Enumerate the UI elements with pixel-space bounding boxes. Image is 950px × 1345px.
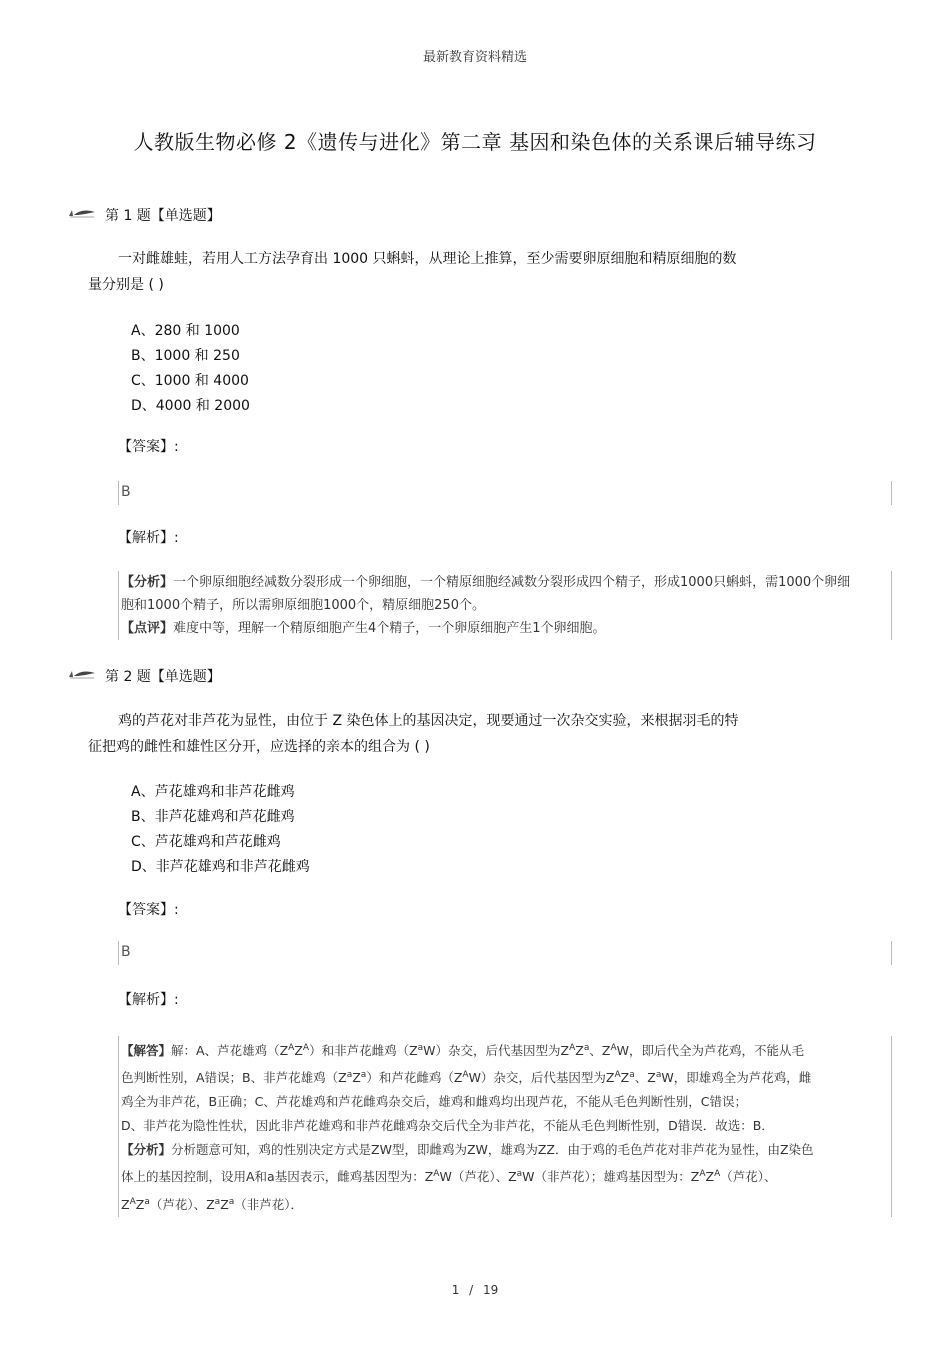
question-2-option-d: D、非芦花雄鸡和非芦花雌鸡: [131, 859, 310, 875]
explanation-line: $Z^AZ^a$（芦花）、$Z^aZ^a$（非芦花）．: [121, 1196, 304, 1212]
question-1-answer-box: [118, 481, 892, 505]
question-2-answer-label: 【答案】:: [118, 902, 179, 918]
question-2-answer-value: B: [121, 944, 131, 960]
document-title: 人教版生物必修 2《遗传与进化》第二章 基因和染色体的关系课后辅导练习: [133, 130, 817, 154]
page-current: 1: [451, 1283, 460, 1297]
explanation-line: 【分析】分析题意可知，鸡的性别决定方式是ZW型，即雌鸡为ZW，雄鸡为ZZ．由于鸡的毛色芦花对非芦花为显性，由Z染色: [121, 1142, 814, 1158]
page-total: 19: [483, 1283, 499, 1297]
question-1-explanation-box: [118, 571, 892, 640]
question-1-stem-line2: 量分别是 ( ): [88, 277, 164, 293]
question-1-option-b: B、1000 和 250: [131, 348, 240, 364]
question-2-answer-box: [118, 941, 892, 965]
question-2-option-c: C、芦花雄鸡和芦花雌鸡: [131, 834, 281, 850]
explanation-line: 【点评】难度中等，理解一个精原细胞产生4个精子，一个卵原细胞产生1个卵细胞。: [121, 621, 606, 636]
question-1-heading: 第 1 题【单选题】: [105, 208, 221, 224]
quill-pen-icon: [68, 206, 96, 218]
question-1-answer-label: 【答案】:: [118, 439, 179, 455]
question-1-option-a: A、280 和 1000: [131, 323, 240, 339]
explanation-line: 体上的基因控制，设用A和a基因表示，雌鸡基因型为：$Z^AW$（芦花）、$Z^aW$（非芦花）；雄鸡基因型为：$Z^AZ^A$（芦花）、: [121, 1169, 777, 1185]
explanation-line: 胞和1000个精子，所以需卵原细胞1000个，精原细胞250个。: [121, 598, 485, 613]
question-2-option-b: B、非芦花雄鸡和芦花雌鸡: [131, 809, 295, 825]
explanation-line: D、非芦花为隐性性状，因此非芦花雄鸡和非芦花雌鸡杂交后代全为非芦花，不能从毛色判断性别，D错误．故选：B．: [121, 1118, 774, 1134]
question-1-answer-value: B: [121, 484, 131, 500]
question-2-option-a: A、芦花雄鸡和非芦花雌鸡: [131, 784, 295, 800]
question-1-stem-line1: 一对雌雄蛙，若用人工方法孕育出 1000 只蝌蚪，从理论上推算，至少需要卵原细胞和精原细胞的数: [118, 251, 737, 267]
explanation-line: 色判断性别，A错误；B、非芦花雄鸡$(Z^aZ^a)$和芦花雌鸡$(Z^AW)$杂交，后代基因型为$Z^AZ^a$、$Z^aW$，即雄鸡全为芦花鸡，雌: [121, 1070, 812, 1086]
page-header-text: 最新教育资料精选: [422, 50, 527, 65]
question-2-explanation-label: 【解析】:: [118, 992, 179, 1008]
question-1-option-d: D、4000 和 2000: [131, 398, 250, 414]
quill-pen-icon: [68, 667, 96, 679]
page-number: [0, 1283, 950, 1297]
explanation-line: 【解答】解：A、芦花雄鸡$(Z^AZ^A)$和非芦花雌鸡$(Z^aW)$杂交，后代基因型为$Z^AZ^a$、$Z^AW$，即后代全为芦花鸡，不能从毛: [121, 1043, 804, 1059]
page-separator: /: [469, 1283, 474, 1297]
question-2-stem-line1: 鸡的芦花对非芦花为显性，由位于 Z 染色体上的基因决定，现要通过一次杂交实验，来根据羽毛的特: [118, 713, 739, 729]
question-2-explanation-box: [118, 1036, 892, 1217]
explanation-line: 【分析】一个卵原细胞经减数分裂形成一个卵细胞，一个精原细胞经减数分裂形成四个精子，形成1000只蝌蚪，需1000个卵细: [121, 575, 851, 590]
question-2-stem-line2: 征把鸡的雌性和雄性区分开，应选择的亲本的组合为 ( ): [88, 739, 430, 755]
question-1-explanation-label: 【解析】:: [118, 530, 179, 546]
explanation-line: 鸡全为非芦花，B正确；C、芦花雄鸡和芦花雌鸡杂交后，雄鸡和雌鸡均出现芦花，不能从毛色判断性别，C错误；: [121, 1094, 748, 1110]
question-2-heading: 第 2 题【单选题】: [105, 669, 221, 685]
question-1-option-c: C、1000 和 4000: [131, 373, 249, 389]
